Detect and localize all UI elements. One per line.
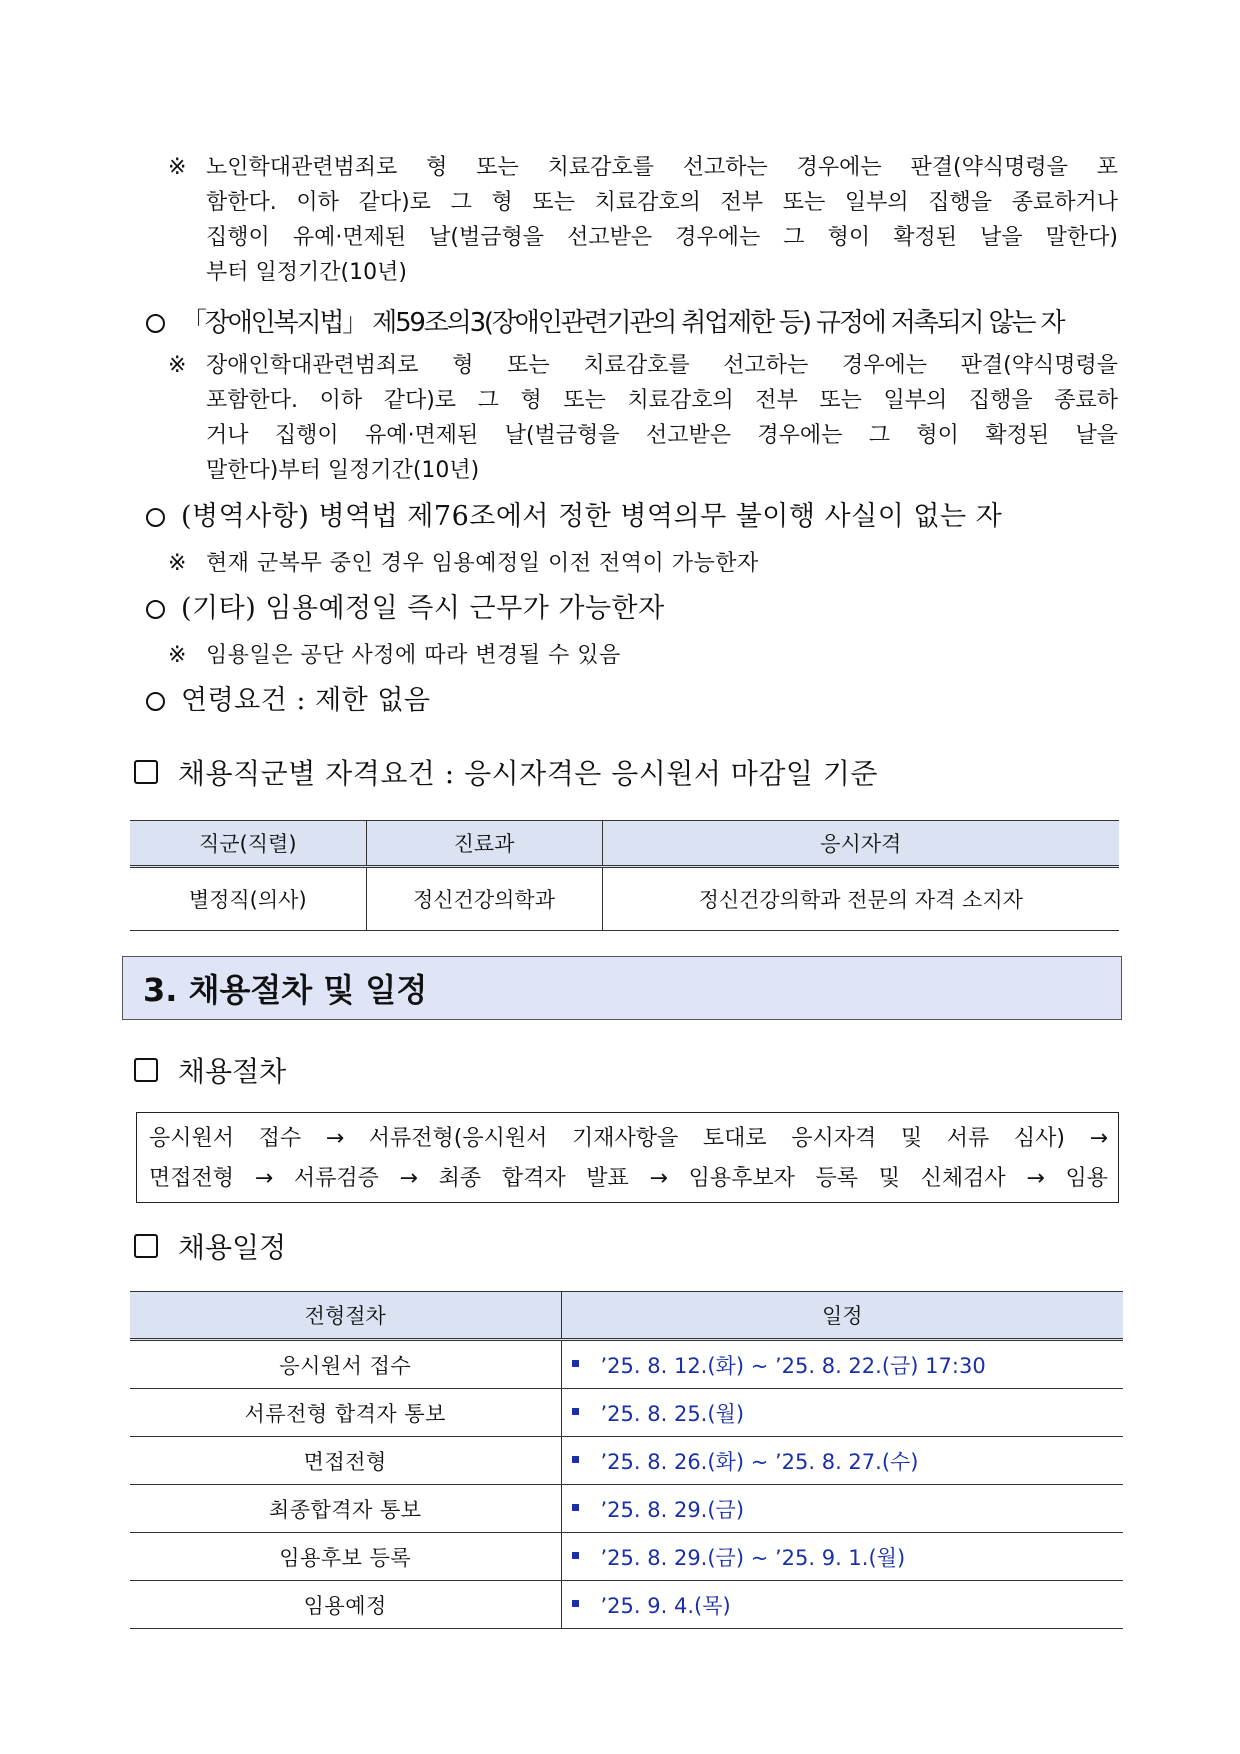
date-cell (561, 1581, 1123, 1629)
bullet-military (146, 500, 1002, 534)
square-bullet-icon (572, 1408, 579, 1415)
note-line: 포함한다. 이하 같다)로 그 형 또는 치료감호의 전부 또는 일부의 집행을 종료하 (206, 388, 1118, 413)
procedure-line: 면접전형 → 서류검증 → 최종 합격자 발표 → 임용후보자 등록 및 신체검사 → 임용 (149, 1166, 1108, 1191)
header-cell: 응시자격 (602, 821, 1119, 867)
note-military (168, 546, 868, 581)
header-cell: 전형절차 (130, 1292, 561, 1340)
circle-bullet-icon (146, 314, 165, 333)
bullet-text: 연령요건 : 제한 없음 (181, 685, 431, 716)
table-header-row (130, 821, 1119, 867)
schedule-table (130, 1291, 1123, 1629)
table-row (130, 1581, 1123, 1629)
section-title: 3. 채용절차 및 일정 (143, 971, 428, 1009)
table-cell: 별정직(의사) (130, 867, 366, 931)
date-cell (561, 1485, 1123, 1533)
bullet-age (146, 684, 431, 718)
note-elder-abuse (168, 150, 1118, 290)
table-row (130, 1389, 1123, 1437)
note-line: 말한다)부터 일정기간(10년) (206, 458, 480, 483)
date-text: ’25. 9. 4.(목) (600, 1593, 731, 1618)
step-cell: 서류전형 합격자 통보 (130, 1389, 561, 1437)
date-cell (561, 1389, 1123, 1437)
bullet-other (146, 592, 665, 626)
square-bullet-icon (134, 1234, 158, 1258)
circle-bullet-icon (146, 692, 165, 711)
circle-bullet-icon (146, 600, 165, 619)
header-cell: 진료과 (366, 821, 602, 867)
date-cell (561, 1533, 1123, 1581)
note-mark: ※ (168, 643, 187, 668)
heading-text: 채용직군별 자격요건 : 응시자격은 응시원서 마감일 기준 (178, 757, 878, 790)
date-text: ’25. 8. 12.(화) ~ ’25. 8. 22.(금) 17:30 (600, 1353, 986, 1378)
step-cell: 임용예정 (130, 1581, 561, 1629)
note-text: 현재 군복무 중인 경우 임용예정일 이전 전역이 가능한자 (206, 551, 759, 576)
table-cell: 정신건강의학과 (366, 867, 602, 931)
step-cell: 임용후보 등록 (130, 1533, 561, 1581)
date-cell (561, 1340, 1123, 1389)
date-text: ’25. 8. 26.(화) ~ ’25. 8. 27.(수) (600, 1449, 919, 1474)
heading-text: 채용절차 (178, 1055, 287, 1088)
date-text: ’25. 8. 29.(금) (600, 1497, 745, 1522)
square-bullet-icon (134, 760, 158, 784)
square-bullet-icon (572, 1504, 579, 1511)
schedule-heading (134, 1226, 286, 1266)
bullet-text: (병역사항) 병역법 제76조에서 정한 병역의무 불이행 사실이 없는 자 (181, 501, 1003, 532)
square-bullet-icon (572, 1456, 579, 1463)
date-text: ’25. 8. 25.(월) (600, 1401, 745, 1426)
square-bullet-icon (572, 1600, 579, 1607)
note-other (168, 638, 868, 673)
step-cell: 면접전형 (130, 1437, 561, 1485)
qualification-heading (134, 752, 878, 792)
note-mark: ※ (168, 353, 187, 378)
note-line: 부터 일정기간(10년) (206, 260, 407, 285)
note-line: 함한다. 이하 같다)로 그 형 또는 치료감호의 전부 또는 일부의 집행을 종료하거나 (206, 190, 1118, 215)
note-mark: ※ (168, 155, 187, 180)
date-cell (561, 1437, 1123, 1485)
bullet-text: 「장애인복지법」 제59조의3(장애인관련기관의 취업제한 등) 규정에 저촉되지 않는 자 (181, 308, 1064, 338)
note-text: 임용일은 공단 사정에 따라 변경될 수 있음 (206, 643, 621, 668)
procedure-heading (134, 1050, 286, 1090)
bullet-disability-welfare (146, 306, 1063, 340)
table-row (130, 1340, 1123, 1389)
heading-text: 채용일정 (178, 1231, 287, 1264)
step-cell: 응시원서 접수 (130, 1340, 561, 1389)
table-row (130, 1533, 1123, 1581)
note-disability-abuse (168, 348, 1118, 488)
qualification-table (130, 820, 1119, 931)
header-cell: 일정 (561, 1292, 1123, 1340)
table-header-row (130, 1292, 1123, 1340)
date-text: ’25. 8. 29.(금) ~ ’25. 9. 1.(월) (600, 1545, 906, 1570)
procedure-line: 응시원서 접수 → 서류전형(응시원서 기재사항을 토대로 응시자격 및 서류 심사) → (149, 1126, 1108, 1151)
note-line: 노인학대관련범죄로 형 또는 치료감호를 선고하는 경우에는 판결(약식명령을 포 (206, 155, 1118, 180)
section-title-bar (122, 956, 1122, 1020)
square-bullet-icon (572, 1552, 579, 1559)
header-cell: 직군(직렬) (130, 821, 366, 867)
table-row (130, 867, 1119, 931)
step-cell: 최종합격자 통보 (130, 1485, 561, 1533)
square-bullet-icon (572, 1360, 579, 1367)
procedure-box (136, 1112, 1119, 1203)
table-row (130, 1437, 1123, 1485)
note-line: 장애인학대관련범죄로 형 또는 치료감호를 선고하는 경우에는 판결(약식명령을 (206, 353, 1118, 378)
note-line: 거나 집행이 유예·면제된 날(벌금형을 선고받은 경우에는 그 형이 확정된 날을 (206, 423, 1118, 448)
note-mark: ※ (168, 551, 187, 576)
bullet-text: (기타) 임용예정일 즉시 근무가 가능한자 (181, 593, 665, 624)
note-line: 집행이 유예·면제된 날(벌금형을 선고받은 경우에는 그 형이 확정된 날을 말한다) (206, 225, 1118, 250)
square-bullet-icon (134, 1058, 158, 1082)
table-row (130, 1485, 1123, 1533)
circle-bullet-icon (146, 508, 165, 527)
table-cell: 정신건강의학과 전문의 자격 소지자 (602, 867, 1119, 931)
